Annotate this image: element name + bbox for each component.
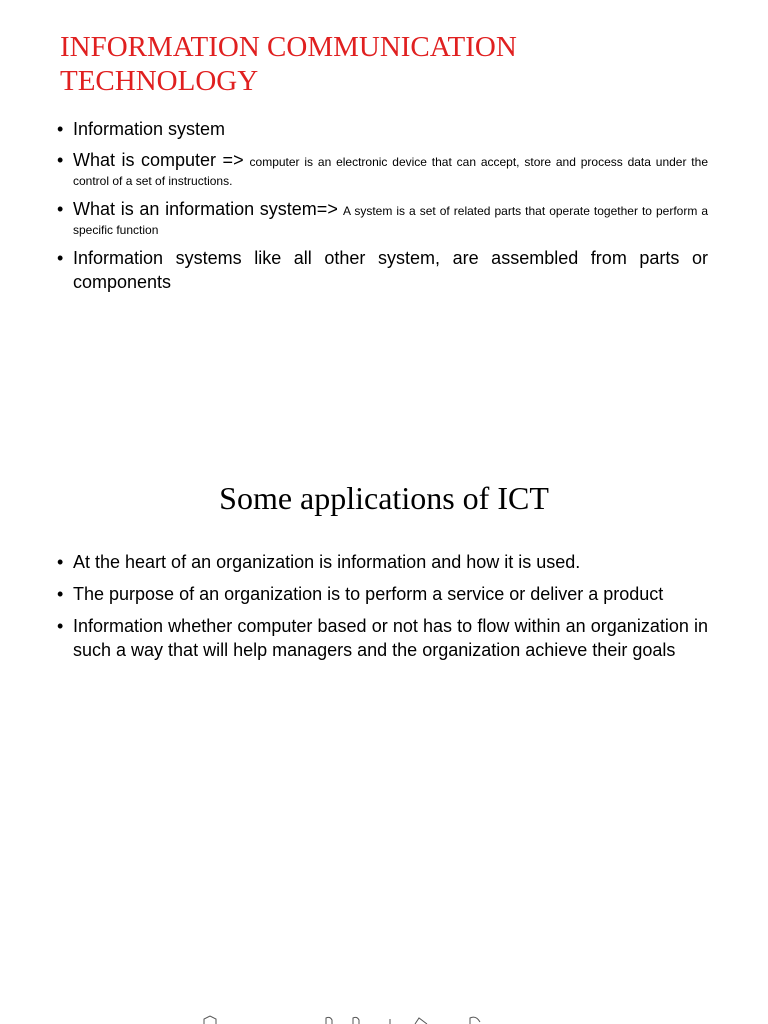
bullet-dot: • bbox=[57, 552, 64, 572]
list-item bbox=[0, 117, 768, 141]
list-item bbox=[0, 197, 768, 239]
list-item bbox=[0, 582, 768, 606]
section-heading: Some applications of ICT bbox=[219, 480, 549, 516]
list-item bbox=[0, 614, 768, 662]
bullet-detail: A system is a set of related parts that operate together to perform a specific function bbox=[73, 204, 709, 237]
list-item bbox=[0, 550, 768, 574]
bullet-text: Information system bbox=[73, 119, 226, 139]
bullet-list-applications bbox=[0, 550, 768, 670]
list-item bbox=[0, 246, 768, 294]
bullet-dot: • bbox=[57, 199, 64, 219]
slide-title: INFORMATION COMMUNICATION TECHNOLOGY bbox=[60, 31, 517, 97]
bullet-text: Information whether computer based or not has to flow within an organization in such a way that will help managers and the organization achieve their goals bbox=[73, 616, 708, 660]
bullet-text: The purpose of an organization is to perform a service or deliver a product bbox=[73, 584, 664, 604]
footer-decoration bbox=[190, 1010, 510, 1024]
bullet-dot: • bbox=[57, 584, 64, 604]
bullet-dot: • bbox=[57, 248, 64, 268]
bullet-text: What is an information system=> bbox=[73, 199, 338, 219]
bullet-detail: computer is an electronic device that can accept, store and process data under the control of a set of instructions. bbox=[73, 155, 708, 188]
bullet-list-definitions bbox=[0, 117, 768, 301]
bullet-dot: • bbox=[57, 150, 64, 170]
bullet-text: At the heart of an organization is information and how it is used. bbox=[73, 552, 581, 572]
bullet-dot: • bbox=[57, 119, 64, 139]
bullet-dot: • bbox=[57, 616, 64, 636]
list-item bbox=[0, 148, 768, 190]
bullet-text: Information systems like all other system, are assembled from parts or components bbox=[73, 248, 708, 292]
bullet-text: What is computer => bbox=[73, 150, 244, 170]
